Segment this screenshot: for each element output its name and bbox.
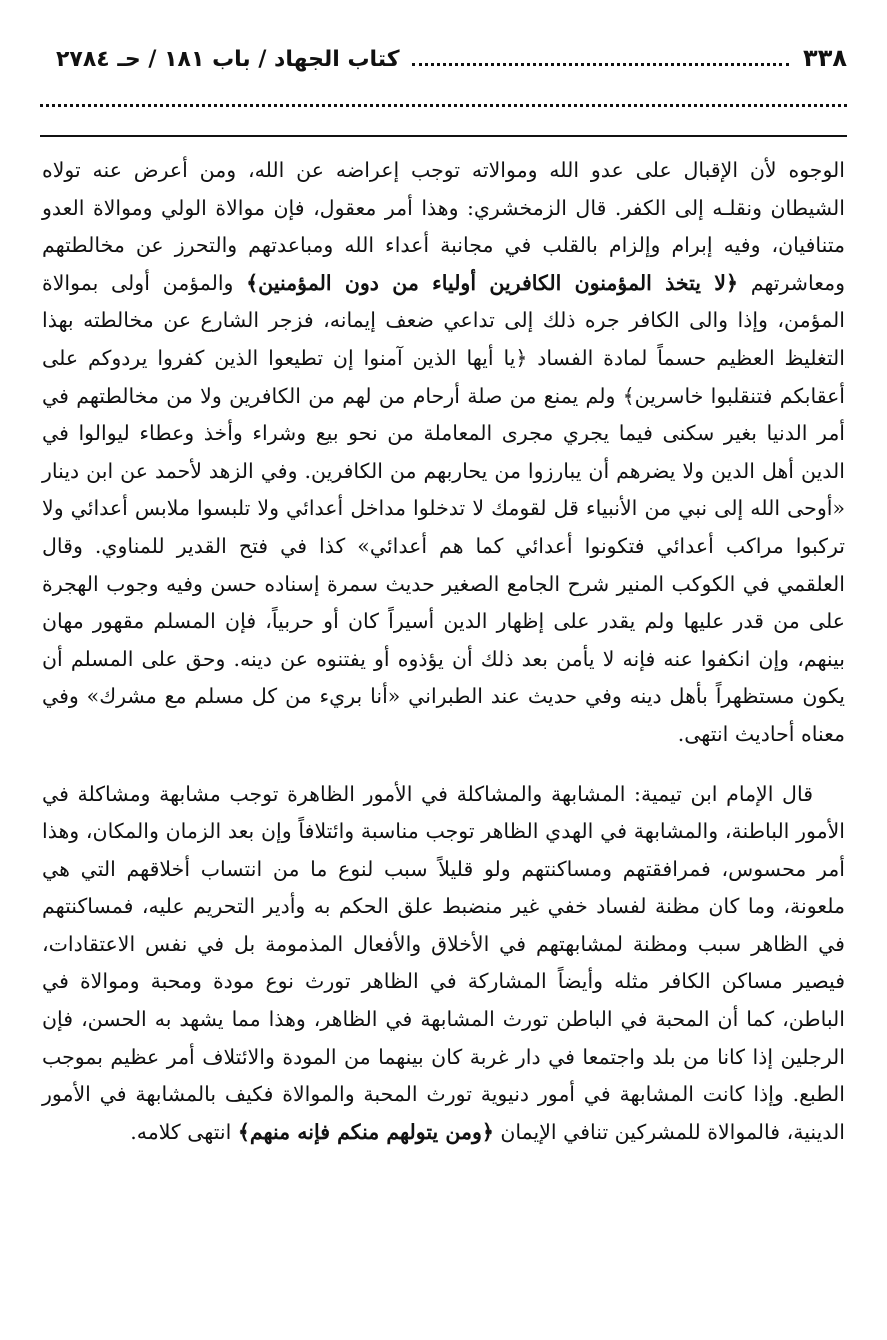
paragraph-2 [42, 776, 845, 1152]
header-rule [40, 135, 847, 137]
header-title: كتاب الجهاد / باب ١٨١ / حـ ٢٧٨٤ [56, 47, 400, 72]
header-dotted-leader [412, 47, 789, 66]
paragraph-1-text-after: والمؤمن أولى بموالاة المؤمن، وإذا والى الكافر جره ذلك إلى تداعي ضعف إيمانه، فزجر الشارع عن مخالطته بهذا التغليظ العظيم حسماً لمادة الفساد ﴿يا أيها الذين آمنوا إن تطيعوا الذين كفروا يردوكم على أعقابكم فتنقلبوا خاسرين﴾ ولم يمنع من صلة أرحام من لهم من الكافرين ولا من مخالطتهم في أمر الدنيا بغير سكنى فيما يجري مجرى المعاملة من نحو بيع وشراء وأخذ وعطاء ليوالوا في الدين أهل الدين ولا يضرهم أن يبارزوا من يحاربهم من الكافرين. وفي الزهد لأحمد عن ابن دينار «أوحى الله إلى نبي من الأنبياء قل لقومك لا تدخلوا مداخل أعدائي ولا تلبسوا ملابس أعدائي ولا تركبوا مراكب أعدائي فتكونوا أعدائي كما هم أعدائي» كذا في فتح القدير للمناوي. وقال العلقمي في الكوكب المنير شرح الجامع الصغير حديث سمرة إسناده حسن وفيه وجوب الهجرة على من قدر عليها ولم يقدر على إظهار الدين أسيراً كان أو حربياً، فإن المسلم مقهور مهان بينهم، وإن انكفوا عنه فإنه لا يأمن بعد ذلك أن يؤذوه أو يفتنوه عن دينه. وحق على المسلم أن يكون مستظهراً بأهل دينه وفي حديث عند الطبراني «أنا بريء من كل مسلم مع مشرك» وفي معناه أحاديث انتهى. [42, 270, 845, 746]
dotted-divider [40, 98, 847, 107]
paragraph-1 [42, 152, 845, 754]
paragraph-2-text-before: قال الإمام ابن تيمية: المشابهة والمشاكلة في الأمور الظاهرة توجب مشابهة ومشاكلة في الأمور الباطنة، والمشابهة في الهدي الظاهر توجب مناسبة وائتلافاً وإن بعد الزمان والمكان، وهذا أمر محسوس، فمرافقتهم ومساكنتهم ولو قليلاً سبب لنوع ما من انتساب أخلاقهم التي هي ملعونة، وما كان مظنة لفساد خفي غير منضبط علق الحكم به وأدير التحريم عليه، فمساكنتهم في الظاهر سبب ومظنة لمشابهتهم في الأخلاق والأفعال المذمومة بل في نفس الاعتقادات، فيصير مساكن الكافر مثله وأيضاً المشاركة في الظاهر تورث نوع مودة ومحبة وموالاة في الباطن، كما أن المحبة في الباطن تورث المشابهة في الظاهر، وهذا مما يشهد به الحسن، فإن الرجلين إذا كانا من بلد واجتمعا في دار غربة كان بينهما من المودة والائتلاف أمر عظيم بموجب الطبع. وإذا كانت المشابهة في أمور دنيوية تورث المحبة والموالاة فكيف بالمشابهة في الأمور الدينية، فالموالاة للمشركين تنافي الإيمان [42, 781, 845, 1144]
running-header [40, 44, 847, 84]
body-text [42, 152, 845, 1151]
paragraph-1-text-before: الوجوه لأن الإقبال على عدو الله وموالاته توجب إعراضه عن الله، ومن أعرض عنه تولاه الشيطان ونقلـه إلى الكفر. قال الزمخشري: وهذا أمر معقول، فإن موالاة الولي وموالاة العدو متنافيان، وفيه إبرام وإلزام بالقلب في مجانبة أعداء الله ومباعدتهم والتحرز عن مخالطتهم ومعاشرتهم [42, 158, 845, 295]
quran-verse: ﴿لا يتخذ المؤمنون الكافرين أولياء من دون المؤمنين﴾ [246, 270, 738, 295]
paragraph-2-text-after: انتهى كلامه. [130, 1119, 238, 1144]
page-number: ٣٣٨ [803, 44, 847, 72]
quran-verse: ﴿ومن يتولهم منكم فإنه منهم﴾ [237, 1119, 494, 1144]
